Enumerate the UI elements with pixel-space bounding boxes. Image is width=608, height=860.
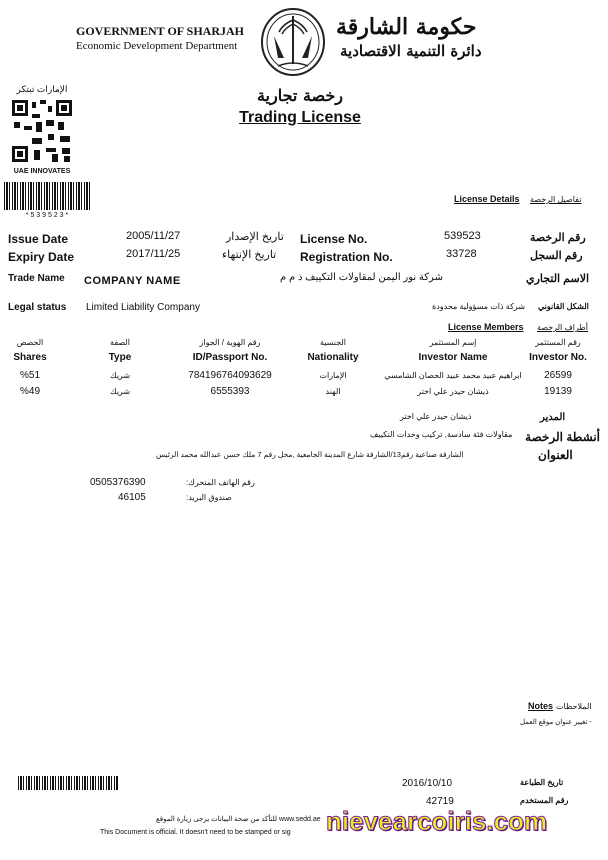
- expiry-date-label: Expiry Date: [8, 250, 75, 264]
- title-ar: رخصة تجارية: [256, 86, 344, 105]
- license-barcode: [4, 182, 90, 210]
- registration-label: Registration No.: [300, 250, 393, 264]
- dept-title-en: Economic Development Department: [76, 40, 238, 52]
- row-investor-name: ابراهيم عبيد محمد عبيد الحصان الشامسي: [384, 371, 522, 380]
- watermark: nievearcoiris.com: [326, 806, 548, 836]
- trade-name-value: COMPANY NAME: [84, 275, 181, 287]
- header-investor-no-ar: رقم المستثمر: [535, 338, 581, 347]
- legal-status-label: Legal status: [8, 302, 67, 313]
- sharjah-emblem: [258, 6, 328, 78]
- row-investor-name: ذيشان حيدر علي اختر: [417, 387, 489, 396]
- issue-date-value: 2005/11/27: [126, 230, 181, 242]
- row-id: 6555393: [210, 386, 250, 397]
- trade-name-ar-value: شركة نور اليمن لمقاولات التكييف ذ م م: [280, 272, 443, 283]
- header-id-ar: رقم الهوية / الجواز: [199, 338, 261, 347]
- mobile-value: 0505376390: [90, 477, 146, 488]
- row-id: 784196764093629: [188, 370, 272, 381]
- expiry-date-value: 2017/11/25: [126, 248, 181, 260]
- print-date-value: 2016/10/10: [402, 778, 453, 789]
- header-investor-name: Investor Name: [418, 352, 488, 363]
- row-type: شريك: [109, 387, 131, 396]
- row-nationality: الإمارات: [319, 371, 347, 380]
- header-type: Type: [108, 352, 132, 363]
- header-type-ar: الصفة: [110, 338, 130, 347]
- gov-title-en: GOVERNMENT OF SHARJAH: [76, 24, 245, 38]
- license-members-heading: License Members: [448, 322, 524, 332]
- activities-value: مقاولات فئة سادسة, تركيب وحدات التكييف: [370, 430, 513, 439]
- footer-barcode: [18, 776, 118, 790]
- gov-title-ar: حكومة الشارقة: [336, 14, 477, 40]
- row-shares: %51: [19, 370, 40, 381]
- header-shares-ar: الحصص: [16, 338, 44, 347]
- license-members-heading-ar: أطراف الرخصة: [537, 323, 588, 332]
- license-details-heading: License Details: [454, 194, 520, 204]
- expiry-date-label-ar: تاريخ الإنتهاء: [222, 249, 277, 261]
- row-investor-no: 19139: [544, 386, 572, 397]
- uae-innovates-en: UAE INNOVATES: [13, 168, 71, 175]
- notes-heading-ar: الملاحظات: [556, 702, 592, 711]
- manager-value: ذيشان حيدر علي اختر: [400, 412, 472, 421]
- license-no-label: License No.: [300, 232, 368, 246]
- activities-label: أنشطة الرخصة: [525, 430, 600, 444]
- barcode-number: * 5 3 9 5 2 3 *: [25, 212, 69, 219]
- row-investor-no: 26599: [544, 370, 572, 381]
- license-no-label-ar: رقم الرخصة: [530, 232, 586, 244]
- trade-name-label: Trade Name: [8, 273, 65, 284]
- po-box-value: 46105: [118, 492, 146, 503]
- user-no-value: 42719: [426, 796, 454, 807]
- address-value: الشارقة صناعية رقم13/الشارقة شارع المدينة الجامعية ,محل رقم 7 ملك حسن عبدالله محمد الرئيس: [156, 450, 464, 459]
- legal-status-ar-value: شركة ذات مسؤولية محدودة: [432, 302, 526, 311]
- issue-date-label-ar: تاريخ الإصدار: [226, 231, 284, 243]
- header-investor-name-ar: إسم المستثمر: [429, 338, 477, 347]
- notes-item: - تغيير عنوان موقع العمل: [520, 719, 592, 726]
- address-label: العنوان: [538, 448, 573, 462]
- manager-label: المدير: [540, 412, 566, 423]
- dept-title-ar: دائرة التنمية الاقتصادية: [340, 42, 482, 60]
- row-shares: %49: [19, 386, 40, 397]
- registration-value: 33728: [446, 248, 477, 260]
- print-date-label: تاريخ الطباعة: [520, 778, 564, 787]
- header-nationality: Nationality: [307, 352, 359, 363]
- verify-text-ar: www.sedd.ae للتأكد من صحة البيانات يرجى زيارة الموقع: [156, 816, 321, 823]
- user-no-label: رقم المستخدم: [520, 796, 569, 805]
- uae-innovates-ar: الإمارات تبتكر: [16, 84, 68, 94]
- license-no-value: 539523: [444, 230, 481, 242]
- mobile-label: رقم الهاتف المتحرك:: [186, 478, 255, 487]
- trade-name-label-ar: الاسم التجاري: [526, 273, 590, 285]
- license-details-heading-ar: تفاصيل الرخصة: [530, 195, 582, 204]
- issue-date-label: Issue Date: [8, 232, 69, 246]
- po-box-label: صندوق البريد:: [186, 493, 232, 502]
- header-investor-no: Investor No.: [529, 352, 587, 363]
- header-nationality-ar: الجنسية: [319, 338, 347, 347]
- header-shares: Shares: [13, 352, 47, 363]
- notes-heading: Notes: [528, 701, 554, 711]
- row-nationality: الهند: [325, 387, 341, 396]
- registration-label-ar: رقم السجل: [530, 250, 583, 262]
- legal-status-value: Limited Liability Company: [86, 302, 200, 313]
- title-en: Trading License: [239, 109, 361, 126]
- row-type: شريك: [109, 371, 131, 380]
- header-id: ID/Passport No.: [192, 352, 268, 363]
- legal-status-label-ar: الشكل القانوني: [538, 302, 589, 311]
- uae-innovates-logo: [12, 100, 72, 164]
- official-text: This Document is official. It doesn't need to be stamped or sig: [100, 829, 291, 836]
